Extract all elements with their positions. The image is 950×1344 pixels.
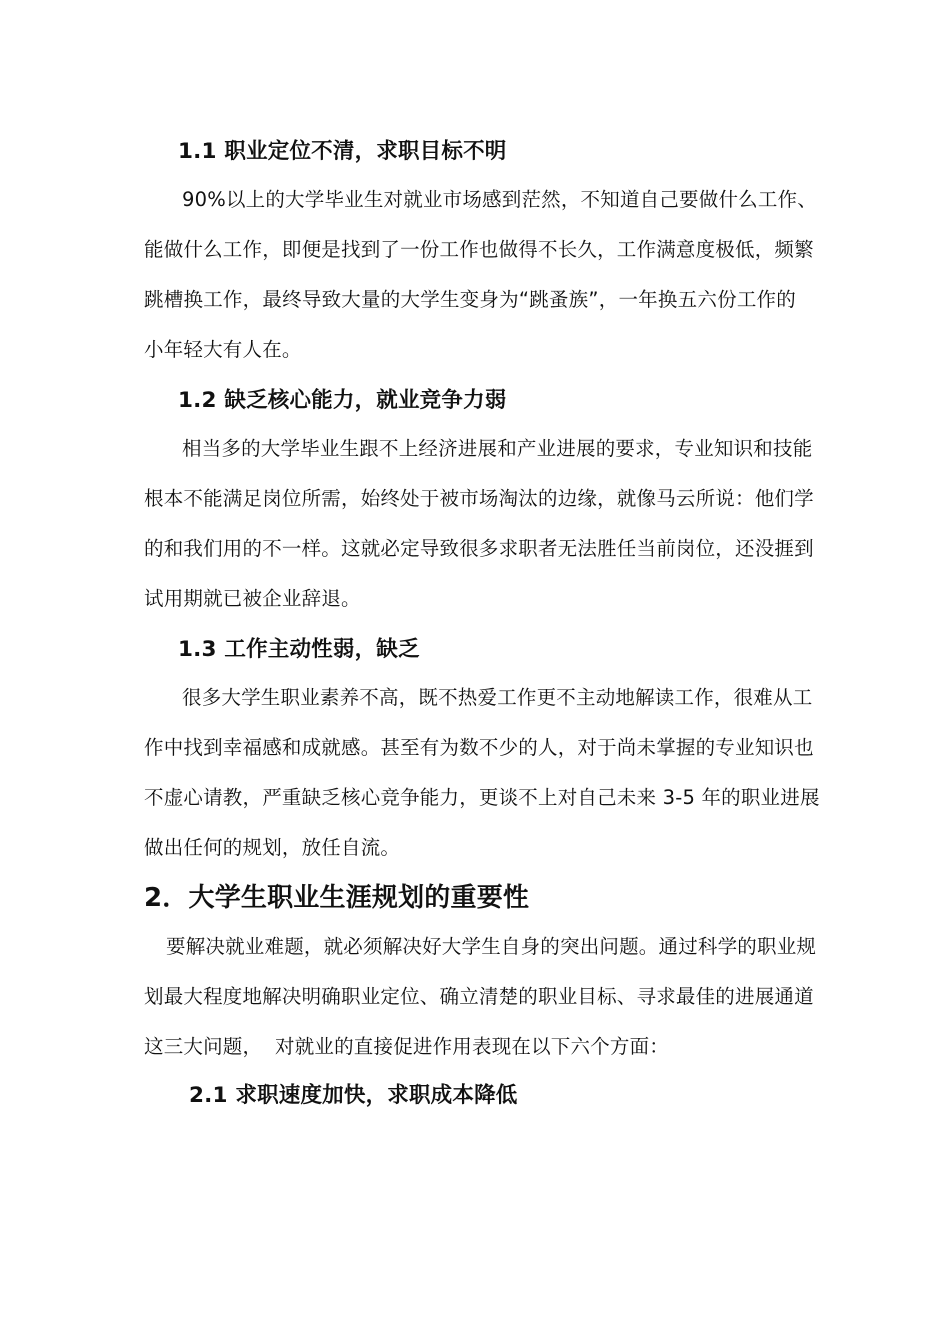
section-heading-1-3: 1.3 工作主动性弱，缺乏 (178, 637, 420, 662)
paragraph-line: 90%以上的大学毕业生对就业市场感到茫然，不知道自己要做什么工作、 (182, 188, 817, 211)
paragraph-line: 很多大学生职业素养不高，既不热爱工作更不主动地解读工作，很难从工 (182, 686, 813, 709)
section-heading-1-1: 1.1 职业定位不清，求职目标不明 (178, 139, 507, 164)
paragraph-line: 划最大程度地解决明确职业定位、确立清楚的职业目标、寻求最佳的进展通道 (144, 985, 814, 1008)
paragraph-line: 做出任何的规划，放任自流。 (144, 836, 401, 859)
paragraph-line: 的和我们用的不一样。这就必定导致很多求职者无法胜任当前岗位，还没捱到 (144, 537, 814, 560)
section-heading-1-2: 1.2 缺乏核心能力，就业竞争力弱 (178, 388, 507, 413)
paragraph-line: 相当多的大学毕业生跟不上经济进展和产业进展的要求，专业知识和技能 (182, 437, 813, 460)
paragraph-line: 跳槽换工作，最终导致大量的大学生变身为“跳蚤族”，一年换五六份工作的 (144, 288, 796, 311)
paragraph-line: 能做什么工作，即便是找到了一份工作也做得不长久，工作满意度极低，频繁 (144, 238, 814, 261)
paragraph-line: 不虚心请教，严重缺乏核心竞争能力，更谈不上对自己未来 3-5 年的职业进展 (144, 786, 820, 809)
paragraph-line: 根本不能满足岗位所需，始终处于被市场淘汰的边缘，就像马云所说：他们学 (144, 487, 814, 510)
paragraph-line: 要解决就业难题，就必须解决好大学生自身的突出问题。通过科学的职业规 (166, 935, 817, 958)
paragraph-line: 试用期就已被企业辞退。 (144, 587, 361, 610)
paragraph-line: 小年轻大有人在。 (144, 338, 302, 361)
paragraph-line: 作中找到幸福感和成就感。甚至有为数不少的人，对于尚未掌握的专业知识也 (144, 736, 814, 759)
main-heading-2: 2．大学生职业生涯规划的重要性 (144, 883, 530, 913)
paragraph-line: 这三大问题， 对就业的直接促进作用表现在以下六个方面： (144, 1035, 669, 1058)
section-heading-2-1: 2.1 求职速度加快，求职成本降低 (189, 1083, 518, 1108)
